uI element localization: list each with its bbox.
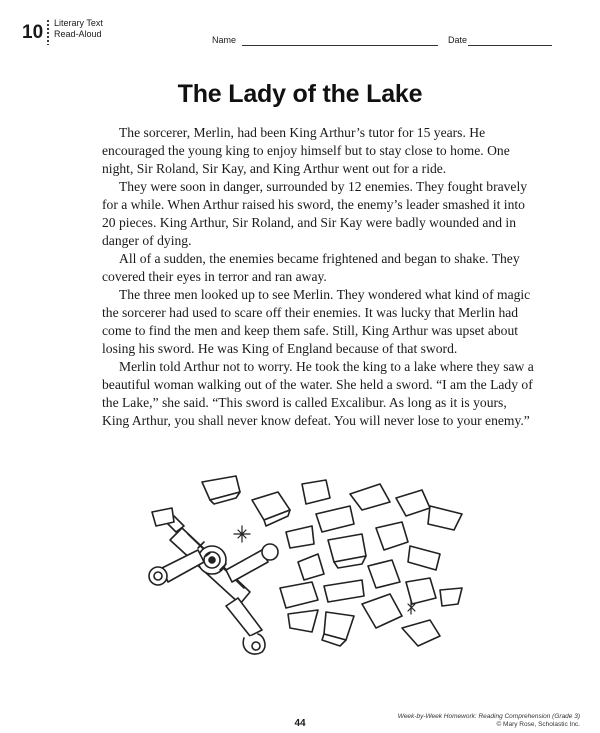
story-paragraph: The three men looked up to see Merlin. They wondered what kind of magic the sorcerer had used to scare off their enemies. It was lucky that Merlin had come to find the men and keep them safe. Still, King Arthur was upset about losing his sword. He was King of England because of that sword. [102, 287, 531, 356]
book-title: Week-by-Week Homework: Reading Comprehension (Grade 3) [397, 713, 580, 720]
category-label [54, 18, 103, 40]
date-field-line[interactable] [468, 45, 552, 46]
sword-hilt-icon [149, 516, 278, 654]
copyright-text: © Mary Rose, Scholastic Inc. [496, 721, 580, 728]
story-paragraph: The sorcerer, Merlin, had been King Arthur’s tutor for 15 years. He encouraged the young king to enjoy himself but to stay close to home. One night, Sir Roland, Sir Kay, and King Arthur went out for a ride. [102, 125, 510, 176]
page-number: 44 [294, 718, 306, 729]
story-body [102, 124, 534, 430]
story-paragraph: They were soon in danger, surrounded by 12 enemies. They fought bravely for a while. When Arthur raised his sword, the enemy’s leader smashed it into 20 pieces. King Arthur, Sir Roland, and Sir Kay were badly wounded and in danger of dying. [102, 179, 528, 248]
story-paragraph: All of a sudden, the enemies became frightened and began to shake. They covered their eyes in terror and ran away. [102, 251, 520, 284]
footer-credit [398, 713, 580, 729]
story-paragraph: Merlin told Arthur not to worry. He took the king to a lake where they saw a beautiful woman walking out of the water. She held a sword. “I am the Lady of the Lake,” she said. “This sword is called Excalibur. As long as it is yours, King Arthur, you shall never know defeat. You will never lose to your enemy.” [102, 359, 534, 428]
lesson-number: 10 [22, 22, 44, 43]
category-line-1: Literary Text [54, 18, 103, 28]
broken-sword-illustration [140, 470, 480, 670]
date-label: Date [448, 35, 468, 45]
dotted-divider [46, 19, 50, 45]
story-title: The Lady of the Lake [177, 80, 423, 108]
name-field-line[interactable] [242, 45, 438, 46]
category-line-2: Read-Aloud [54, 29, 102, 39]
name-label: Name [212, 35, 237, 45]
